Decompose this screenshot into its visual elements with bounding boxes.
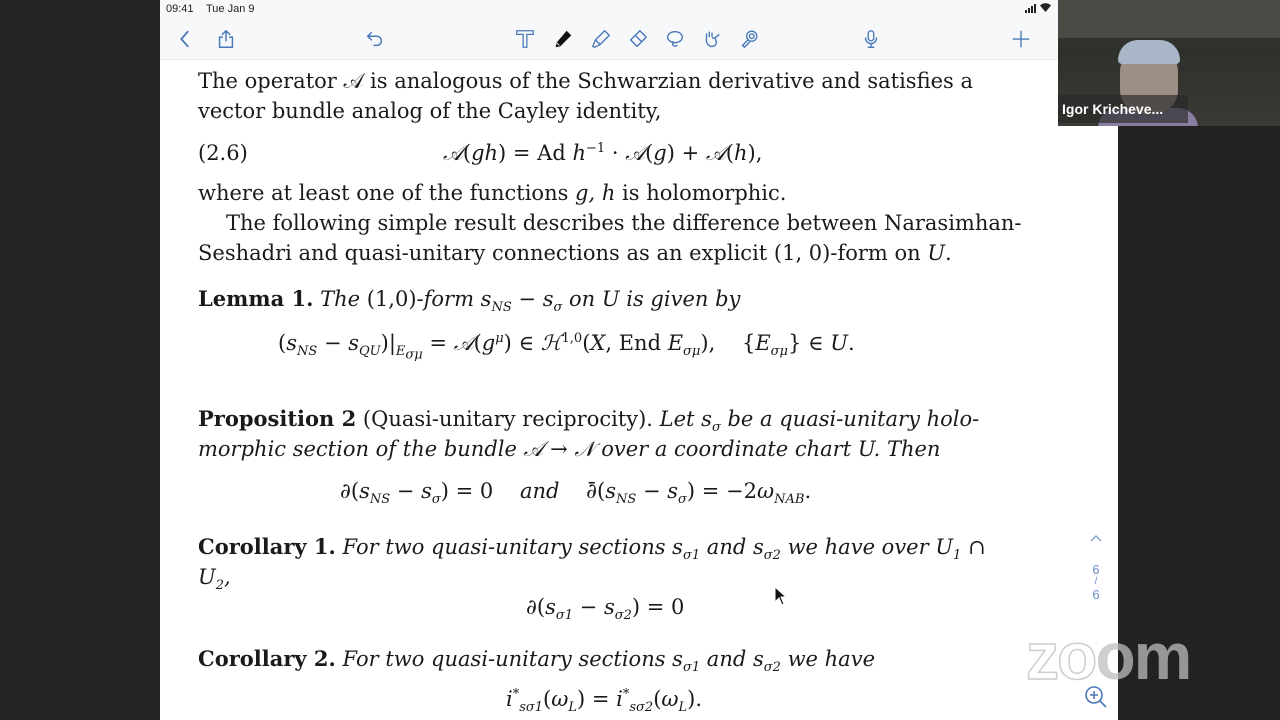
participant-video-tile[interactable] — [1058, 0, 1280, 126]
undo-icon[interactable] — [362, 26, 388, 52]
lemma-heading: Lemma 1. — [198, 286, 314, 311]
back-icon[interactable] — [172, 26, 198, 52]
wifi-icon — [1039, 2, 1052, 16]
laser-pointer-icon[interactable] — [736, 26, 762, 52]
status-time: 09:41 — [166, 3, 194, 15]
current-page-number: 6 — [1092, 562, 1100, 577]
corollary-1-heading: Corollary 1. — [198, 534, 336, 559]
lemma-equation: $(s_{NS} - s_{QU})|_{E_{\sigma\mu}}$ = $𝒜(g^\mu)$ ∈ ℋ$^{1,0}$(X, End $E_{\sigma\mu}$), $\{E_{\sigma\mu}\}$ ∈ U. — [278, 331, 855, 363]
video-background — [1058, 0, 1280, 38]
paragraph-difference-line1: The following simple result describes the difference between Narasimhan- — [226, 211, 1022, 235]
share-icon[interactable] — [213, 26, 239, 52]
status-date: Tue Jan 9 — [206, 3, 255, 15]
corollary-1-equation: $\partial(s_{\sigma 1} - s_{\sigma 2}) = 0$ — [526, 595, 685, 624]
lemma-1: Lemma 1. The (1,0)-form $s_{NS} - s_\sigma$ on U is given by — [198, 286, 741, 316]
page-indicator — [1085, 530, 1107, 602]
paragraph-difference-line2: Seshadri and quasi-unitary connections as an explicit (1, 0)-form on U. — [198, 241, 952, 265]
eraser-tool-icon[interactable] — [625, 26, 651, 52]
left-letterbox — [0, 0, 160, 720]
corollary-2-line1: Corollary 2. For two quasi-unitary sections $s_{\sigma 1}$ and $s_{\sigma 2}$ we have — [198, 646, 875, 676]
scroll-up-icon[interactable] — [1085, 530, 1107, 546]
proposition-2-line1: Proposition 2 (Quasi-unitary reciprocity). Let $s_\sigma$ be a quasi-unitary holo- — [198, 406, 980, 436]
corollary-1-line2: $U_2$, — [198, 565, 231, 594]
corollary-1-line1: Corollary 1. For two quasi-unitary sections $s_{\sigma 1}$ and $s_{\sigma 2}$ we have over $U_1$ ∩ — [198, 534, 986, 564]
paragraph-holomorphic: where at least one of the functions g, h is holomorphic. — [198, 181, 787, 205]
cellular-signal-icon — [1025, 4, 1036, 13]
notes-app-window — [160, 0, 1058, 720]
hand-pointer-icon[interactable] — [699, 26, 725, 52]
highlighter-tool-icon[interactable] — [588, 26, 614, 52]
microphone-icon[interactable] — [858, 26, 884, 52]
proposition-equation: $\partial(s_{NS} - s_\sigma) = 0$ and $\partial̄(s_{NS} - s_\sigma) = -2\omega_{NAB}$. — [340, 479, 812, 508]
corollary-2-heading: Corollary 2. — [198, 646, 336, 671]
equation-2-6: 𝒜(gh) = Ad $h^{-1}$ · 𝒜(g) + 𝒜(h), — [443, 141, 763, 165]
toolbar — [160, 18, 1058, 60]
pen-tool-icon[interactable] — [550, 26, 576, 52]
zoom-logo-outline-text: zo — [1026, 619, 1096, 693]
text-tool-icon[interactable] — [512, 26, 538, 52]
status-bar — [160, 0, 1058, 18]
page-separator: / — [1094, 576, 1098, 587]
participant-hair — [1118, 40, 1180, 64]
lasso-tool-icon[interactable] — [662, 26, 688, 52]
add-icon[interactable] — [1008, 26, 1034, 52]
proposition-2-line2: morphic section of the bundle 𝒜 → 𝒩 over a coordinate chart U. Then — [198, 437, 941, 461]
participant-name-label: Igor Kricheve... — [1058, 95, 1188, 123]
zoom-logo-solid-text: om — [1095, 619, 1191, 693]
corollary-2-equation: $i^*_{s\sigma 1}(\omega_L) = i^*_{s\sigma 2}(\omega_L)$. — [506, 687, 703, 716]
total-page-count: 6 — [1092, 587, 1100, 602]
equation-label-2-6: (2.6) — [198, 141, 248, 165]
mouse-cursor-icon — [774, 586, 788, 606]
zoom-watermark-logo — [1026, 619, 1191, 693]
proposition-heading: Proposition 2 — [198, 406, 357, 431]
proposition-title: (Quasi-unitary reciprocity). — [362, 407, 653, 431]
paragraph-operator-line1: The operator 𝒜 is analogous of the Schwarzian derivative and satisfies a — [198, 69, 973, 93]
paragraph-operator-line2: vector bundle analog of the Cayley identity, — [198, 99, 662, 123]
